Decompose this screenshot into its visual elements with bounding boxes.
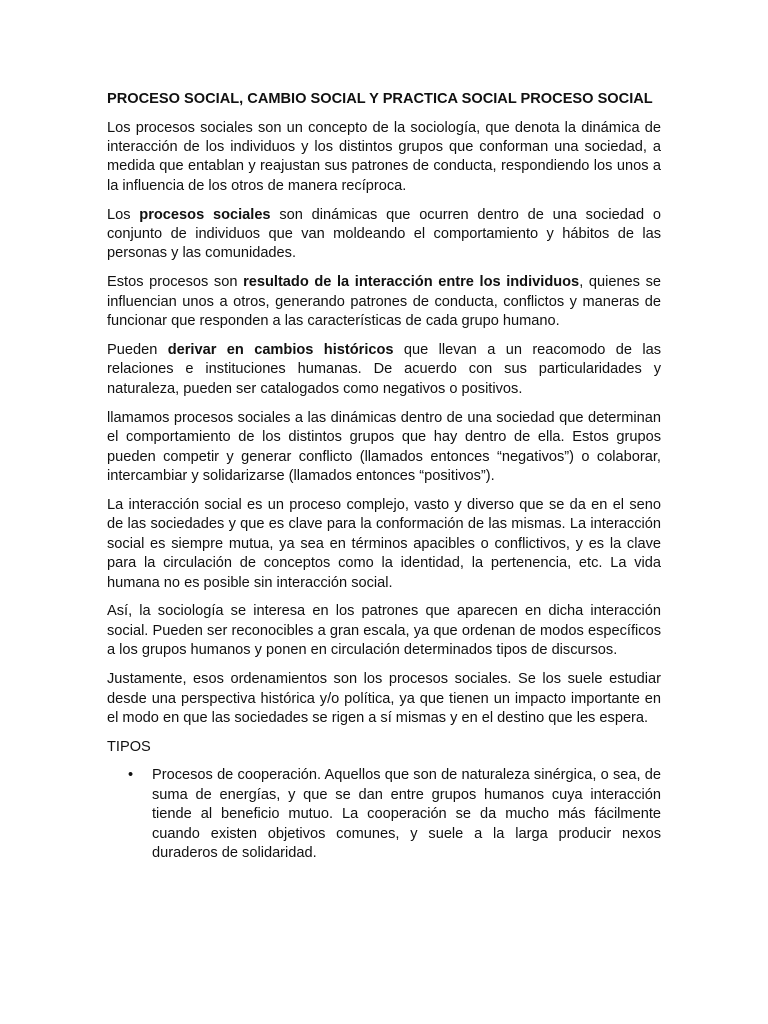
bold-term: resultado de la interacción entre los individuos bbox=[243, 274, 580, 291]
paragraph-text: son dinámicas que ocurren dentro de una sociedad o conjunto de individuos que van moldeando el comportamiento y hábitos de las personas y las comunidades. bbox=[107, 206, 661, 262]
paragraph-definition: Los procesos sociales son un concepto de la sociología, que denota la dinámica de interacción de los individuos y los distintos grupos que conforman una sociedad, a medida que entablan y reajustan sus patrones de conducta, respondiendo los unos a la influencia de los otros de manera recíproca. bbox=[107, 119, 661, 194]
document-title: PROCESO SOCIAL, CAMBIO SOCIAL Y PRACTICA SOCIAL PROCESO SOCIAL bbox=[107, 91, 653, 107]
tipos-list bbox=[107, 766, 661, 863]
paragraph-orderings: Justamente, esos ordenamientos son los procesos sociales. Se los suele estudiar desde una perspectiva histórica y/o política, ya que tienen un impacto importante en el modo en que las sociedades se rigen a sí mismas y en el destino que les espera. bbox=[107, 671, 661, 726]
paragraph-text: , quienes se influencian unos a otros, generando patrones de conducta, conflictos y maneras de funcionar que responden a las características de cada grupo humano. bbox=[107, 274, 661, 330]
document-page bbox=[107, 90, 661, 863]
bullet-icon: • bbox=[128, 767, 134, 784]
paragraph-sociology: Así, la sociología se interesa en los patrones que aparecen en dicha interacción social. Pueden ser reconocibles a gran escala, ya que ordenan de modos específicos a los grupos humanos y ponen en circulación determinados tipos de discursos. bbox=[107, 603, 661, 659]
paragraph-text: Estos procesos son bbox=[107, 274, 244, 291]
paragraph-text: Los bbox=[107, 206, 140, 223]
bold-term: procesos sociales bbox=[139, 206, 271, 223]
paragraph-interaction bbox=[107, 273, 661, 331]
section-heading-tipos: TIPOS bbox=[107, 738, 151, 755]
list-item-text: Procesos de cooperación. Aquellos que son de naturaleza sinérgica, o sea, de suma de energías, y que se dan entre grupos humanos cuya interacción tiende al beneficio mutuo. La cooperación se da mucho más fácilmente cuando existen objetivos comunes, y suele a la larga producir nexos duraderos de solidaridad. bbox=[152, 767, 661, 861]
paragraph-dynamics bbox=[107, 206, 661, 264]
paragraph-social-interaction: La interacción social es un proceso complejo, vasto y diverso que se da en el seno de las sociedades y que es clave para la conformación de las mismas. La interacción social es siempre mutua, ya sea en términos apacibles o conflictivos, y es la clave para la circulación de conceptos como la identidad, la pertenencia, etc. La vida humana no es posible sin interacción social. bbox=[107, 496, 661, 591]
list-item bbox=[107, 766, 661, 863]
paragraph-text: que llevan a un reacomodo de las relaciones e instituciones humanas. De acuerdo con sus particularidades y naturaleza, pueden ser catalogados como negativos o positivos. bbox=[107, 342, 661, 397]
paragraph-text: Pueden bbox=[107, 342, 168, 359]
bold-term: derivar en cambios históricos bbox=[167, 342, 394, 359]
paragraph-groups: llamamos procesos sociales a las dinámicas dentro de una sociedad que determinan el comportamiento de los distintos grupos que hay dentro de ella. Estos grupos pueden competir y generar conflicto (llamados entonces “negativos”) o colaborar, intercambiar y solidarizarse (llamados entonces “positivos”). bbox=[107, 409, 661, 484]
paragraph-historical-change bbox=[107, 341, 661, 399]
